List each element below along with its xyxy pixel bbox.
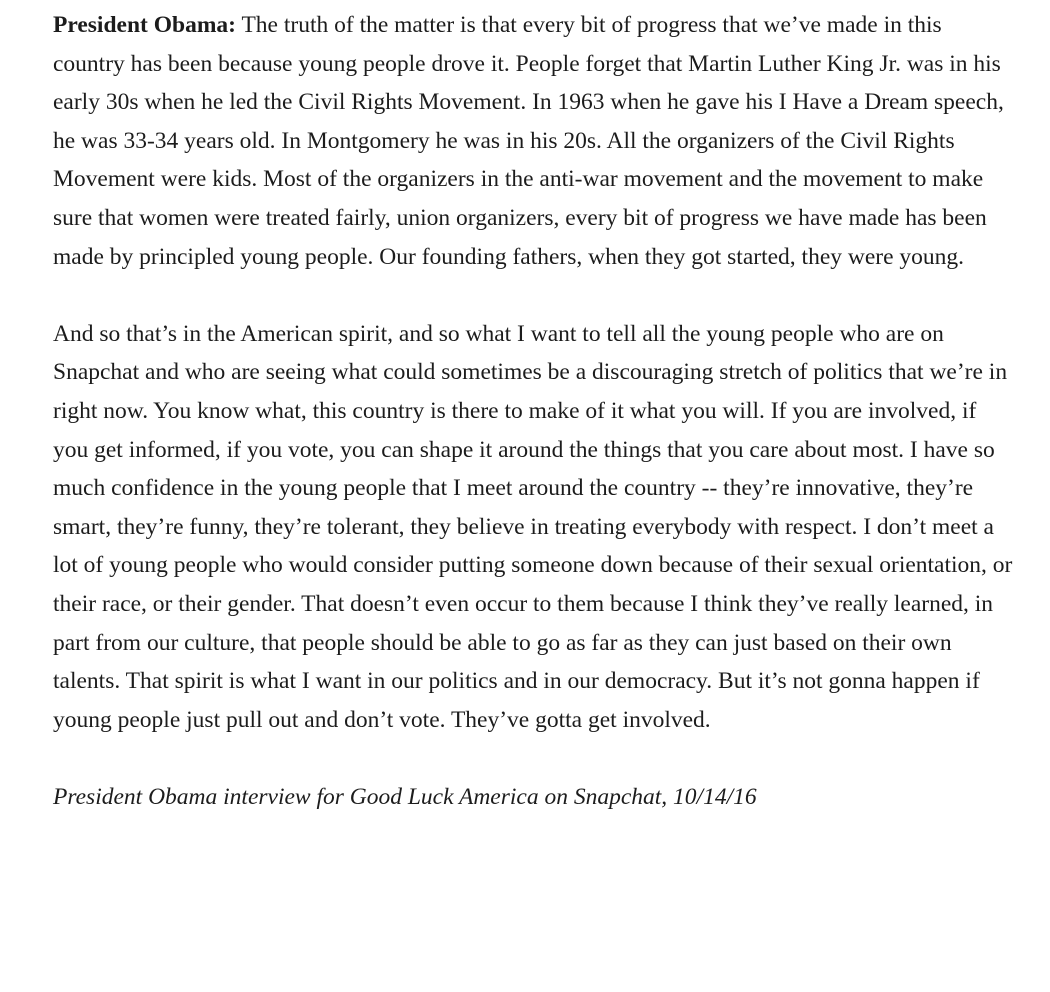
speaker-name: President Obama: xyxy=(53,12,236,38)
quote-paragraph-1-text: The truth of the matter is that every bit of progress that we’ve made in this country has been because young people drove it. People forget that Martin Luther King Jr. was in his early 30s when he led the Civil Rights Movement. In 1963 when he gave his I Have a Dream speech, he was 33-34 years old. In Montgomery he was in his 20s. All the organizers of the Civil Rights Movement were kids. Most of the organizers in the anti-war movement and the movement to make sure that women were treated fairly, union organizers, every bit of progress we have made has been made by principled young people. Our founding fathers, when they got started, they were young. xyxy=(53,12,1004,270)
quote-paragraph-1 xyxy=(53,6,1013,276)
quote-paragraph-2: And so that’s in the American spirit, and so what I want to tell all the young people who are on Snapchat and who are seeing what could sometimes be a discouraging stretch of politics that we’re in right now. You know what, this country is there to make of it what you will. If you are involved, if you get informed, if you vote, you can shape it around the things that you care about most. I have so much confidence in the young people that I meet around the country -- they’re innovative, they’re smart, they’re funny, they’re tolerant, they believe in treating everybody with respect. I don’t meet a lot of young people who would consider putting someone down because of their sexual orientation, or their race, or their gender. That doesn’t even occur to them because I think they’ve really learned, in part from our culture, that people should be able to go as far as they can just based on their own talents. That spirit is what I want in our politics and in our democracy. But it’s not gonna happen if young people just pull out and don’t vote. They’ve gotta get involved. xyxy=(53,320,1013,733)
source-caption: President Obama interview for Good Luck America on Snapchat, 10/14/16 xyxy=(53,783,757,810)
article-body xyxy=(53,6,1013,816)
